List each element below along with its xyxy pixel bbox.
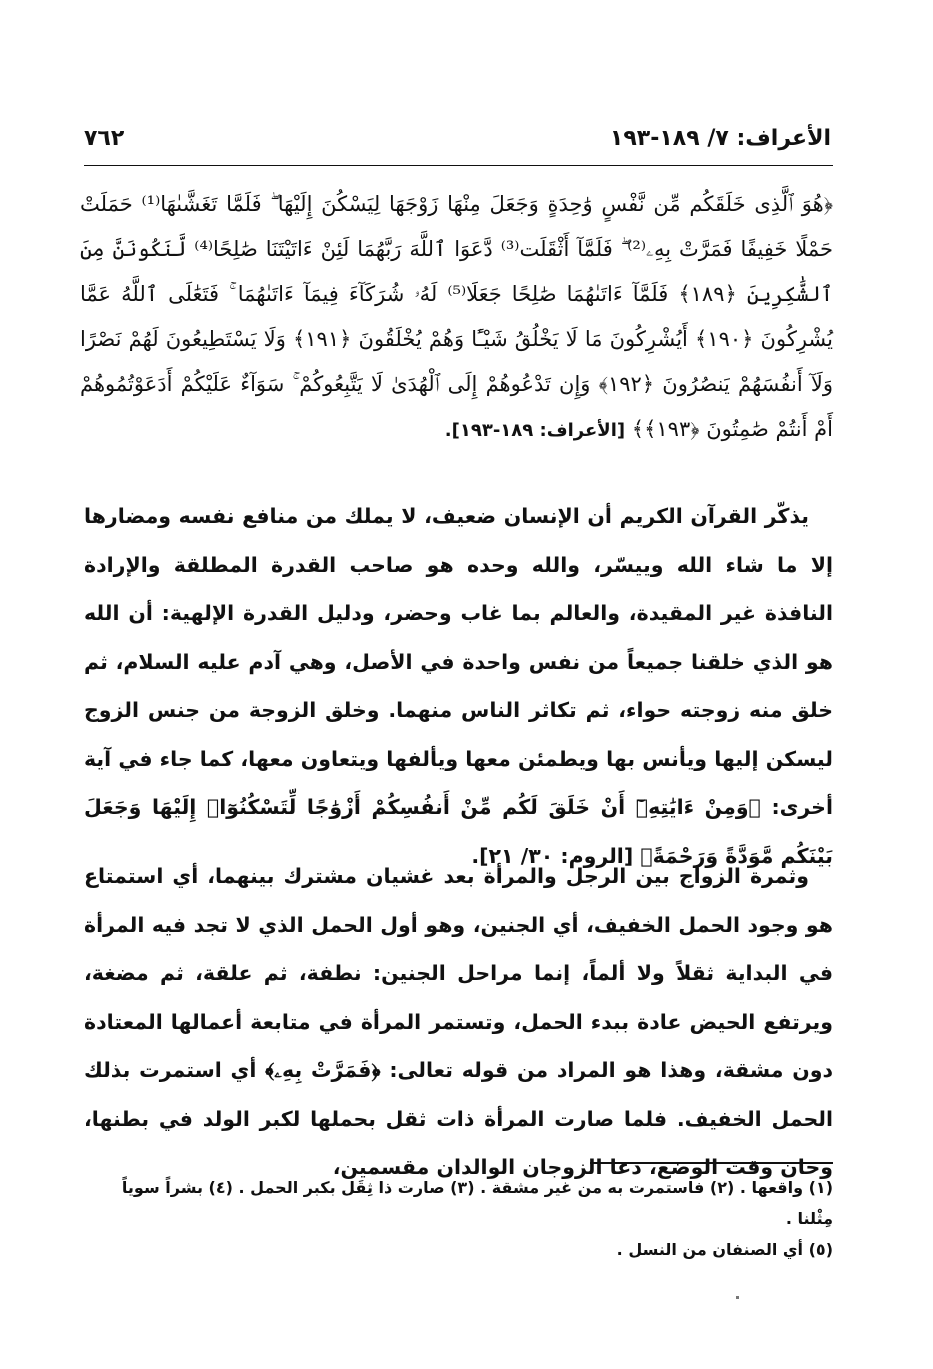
footnote-divider — [590, 1162, 833, 1164]
running-title: الأعراف: ٧/ ١٨٩-١٩٣ — [609, 126, 831, 151]
header-divider — [84, 165, 833, 166]
quran-verses: ﴿هُوَ ٱلَّذِى خَلَقَكُم مِّن نَّفْسٍ وَٰحِدَةٍ وَجَعَلَ مِنْهَا زَوْجَهَا لِيَسْكُنَ إِلَيْهَا ۖ فَلَمَّا تَغَشَّىٰهَا⁽¹⁾ حَمَلَتْ حَمْلًا خَفِيفًا فَمَرَّتْ بِهِۦ⁽²⁾ ۖ فَلَمَّآ أَثْقَلَت⁽³⁾ دَّعَوَا ٱللَّهَ رَبَّهُمَا لَئِنْ ءَاتَيْتَنَا صَٰلِحًا⁽⁴⁾ لَّنَكُونَنَّ مِنَ ٱلشَّٰكِرِينَ ﴿١٨٩﴾ فَلَمَّآ ءَاتَىٰهُمَا صَٰلِحًا جَعَلَا⁽⁵⁾ لَهُۥ شُرَكَآءَ فِيمَآ ءَاتَىٰهُمَا ۚ فَتَعَٰلَى ٱللَّهُ عَمَّا يُشْرِكُونَ ﴿١٩٠﴾ أَيُشْرِكُونَ مَا لَا يَخْلُقُ شَيْـًٔا وَهُمْ يُخْلَقُونَ ﴿١٩١﴾ وَلَا يَسْتَطِيعُونَ لَهُمْ نَصْرًا وَلَآ أَنفُسَهُمْ يَنصُرُونَ ﴿١٩٢﴾ وَإِن تَدْعُوهُمْ إِلَى ٱلْهُدَىٰ لَا يَتَّبِعُوكُمْ ۚ سَوَآءٌ عَلَيْكُمْ أَدَعَوْتُمُوهُمْ أَمْ أَنتُمْ صَٰمِتُونَ ﴿١٩٣﴾﴾ — [80, 192, 833, 441]
footnotes — [84, 1172, 833, 1265]
quran-passage — [80, 182, 833, 453]
footnote-line-1: (١) واقعها . (٢) فاستمرت به من غير مشقة . (٣) صارت ذا ثِقَل بكبر الحمل . (٤) بشراً سوياً مِثْلنا . — [121, 1178, 833, 1228]
paragraph-1 — [84, 492, 833, 880]
scan-speck — [736, 1296, 739, 1299]
page-number: ٧٦٢ — [84, 126, 125, 151]
quran-reference: [الأعراف: ١٨٩-١٩٣]. — [444, 420, 626, 441]
paragraph-1-text: يذكّر القرآن الكريم أن الإنسان ضعيف، لا يملك من منافع نفسه ومضارها إلا ما شاء الله وييسّر، والله وحده هو صاحب القدرة المطلقة والإرادة النافذة غير المقيدة، والعالم بما غاب وحضر، ودليل القدرة الإلهية: أن الله هو الذي خلقنا جميعاً من نفس واحدة في الأصل، وهي آدم عليه السلام، ثم خلق منه زوجته حواء، ثم تكاثر الناس منهما. وخلق الزوجة من جنس الزوج ليسكن إليها ويأنس بها ويطمئن معها ويألفها ويتعاون معها، كما جاء في آية أخرى: ﴿وَمِنْ ءَايَٰتِهِۦٓ أَنْ خَلَقَ لَكُم مِّنْ أَنفُسِكُمْ أَزْوَٰجًا لِّتَسْكُنُوٓا۟ إِلَيْهَا وَجَعَلَ بَيْنَكُم مَّوَدَّةً وَرَحْمَةً﴾ [الروم: ٣٠/ ٢١]. — [84, 504, 833, 868]
page-header — [84, 126, 831, 151]
paragraph-2-text: وثمرة الزواج بين الرجل والمرأة بعد غشيان مشترك بينهما، أي استمتاع هو وجود الحمل الخفيف، أي الجنين، وهو أول الحمل الذي لا تجد فيه المرأة في البداية ثقلاً ولا ألماً، إنما مراحل الجنين: نطفة، ثم علقة، ثم مضغة، ويرتفع الحيض عادة ببدء الحمل، وتستمر المرأة في متابعة أعمالها المعتادة دون مشقة، وهذا هو المراد من قوله تعالى: ﴿فَمَرَّتْ بِهِۦ﴾ أي استمرت بذلك الحمل الخفيف. فلما صارت المرأة ذات ثقل بحملها لكبر الولد في بطنها، وحان وقت الوضع، دعا الزوجان الوالدان مقسمين، — [84, 864, 833, 1179]
paragraph-2 — [84, 852, 833, 1192]
footnote-line-2: (٥) أي الصنفان من النسل . — [616, 1240, 833, 1259]
